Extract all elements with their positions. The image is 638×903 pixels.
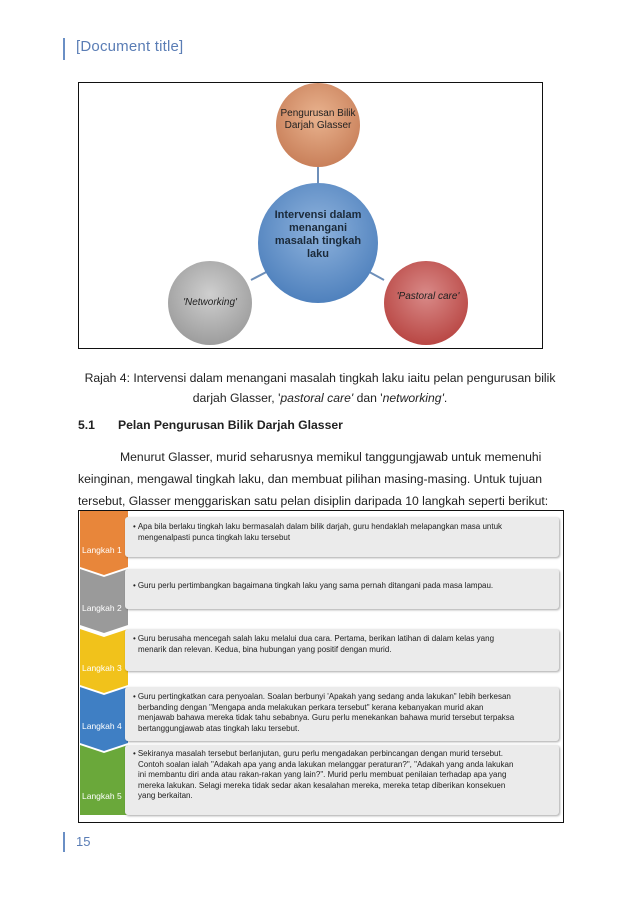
- step-panel: [125, 745, 559, 815]
- center-circle-label: Intervensi dalam menangani masalah tingkah laku: [274, 209, 362, 260]
- right-circle: [384, 261, 468, 345]
- section-title: Pelan Pengurusan Bilik Darjah Glasser: [118, 418, 343, 432]
- step-chevron-shape: [80, 569, 128, 633]
- step-description: [133, 634, 555, 655]
- step-text: yang berkaitan.: [138, 791, 193, 800]
- footer-accent-bar: [63, 832, 65, 852]
- bullet-icon: •: [133, 581, 136, 590]
- step-chevron-shape: [80, 745, 128, 815]
- step-text: Guru pertingkatkan cara penyoalan. Soalan berbunyi 'Apakah yang sedang anda lakukan" lebih berkesan: [137, 692, 511, 701]
- step-text-line: [133, 713, 555, 724]
- step-text-line: [133, 770, 555, 781]
- figure-caption: [78, 368, 562, 408]
- step-text: Sekiranya masalah tersebut berlanjutan, guru perlu mengadakan perbincangan dengan murid tersebut.: [137, 749, 503, 758]
- step-text: ini membantu diri anda atau rakan-rakan yang lain?". Murid perlu membuat penilaian terhadap apa yang: [138, 770, 507, 779]
- document-title: [Document title]: [76, 38, 184, 55]
- step-text: berbanding dengan "Mengapa anda melakukan perkara tersebut" kerana kebanyakan murid akan: [138, 702, 484, 712]
- left-circle-label: 'Networking': [183, 297, 237, 308]
- step-text-line: [133, 760, 555, 771]
- step-text-line: [133, 703, 555, 714]
- step-label: Langkah 2: [82, 603, 122, 613]
- right-circle-label: 'Pastoral care': [396, 291, 460, 302]
- body-paragraph: [78, 446, 562, 512]
- step-text-line: [133, 781, 555, 792]
- step-text: mereka lakukan. Selagi mereka tidak sedar akan kesalahan mereka, mereka tetap diberikan konsekuen: [138, 780, 506, 790]
- top-circle-label: Pengurusan Bilik Darjah Glasser: [280, 108, 356, 131]
- step-text: bertanggungjawab atas tingkah laku tersebut.: [138, 723, 300, 733]
- step-text-line: [133, 634, 555, 645]
- step-text-line: [133, 791, 555, 802]
- step-text-line: [133, 749, 555, 760]
- step-text-line: [133, 581, 555, 592]
- step-panel: [125, 569, 559, 609]
- page-number: 15: [76, 834, 91, 849]
- bullet-icon: •: [133, 522, 136, 531]
- paragraph-line-2: keinginan, mengawal tingkah laku, dan membuat pilihan masing-masing. Untuk tujuan: [78, 472, 543, 486]
- step-label: Langkah 3: [82, 663, 122, 673]
- step-text: Guru perlu pertimbangkan bagaimana tingkah laku yang sama pernah ditangani pada masa lampau.: [137, 581, 494, 590]
- step-text: Contoh soalan ialah "Adakah apa yang anda lakukan melanggar peraturan?", "Adakah yang anda lakukan: [138, 759, 514, 769]
- section-number: 5.1: [78, 418, 95, 432]
- step-text: menjawab bahawa mereka tidak tahu sebabnya. Guru perlu menekankan bahawa murid tersebut terpaksa: [138, 713, 515, 722]
- diagram-figure: [78, 82, 543, 349]
- step-text-line: [133, 692, 555, 703]
- step-text-line: [133, 645, 555, 656]
- step-text: mengenalpasti punca tingkah laku tersebut: [138, 532, 291, 542]
- step-text: menarik dan relevan. Kedua, bina hubungan yang positif dengan murid.: [138, 644, 392, 654]
- step-label: Langkah 5: [82, 791, 122, 801]
- paragraph-line-3: tersebut, Glasser menggariskan satu pelan disiplin daripada 10 langkah seperti berikut:: [78, 494, 549, 508]
- step-text: Apa bila berlaku tingkah laku bermasalah dalam bilik darjah, guru hendaklah melapangkan masa untuk: [137, 522, 503, 531]
- step-label: Langkah 4: [82, 721, 122, 731]
- bullet-icon: •: [133, 692, 136, 701]
- step-panel: [125, 629, 559, 671]
- caption-line-2: darjah Glasser, 'pastoral care' dan 'networking'.: [192, 391, 448, 405]
- step-chevron: [80, 745, 128, 815]
- step-description: [133, 749, 555, 802]
- steps-diagram: [78, 510, 564, 823]
- step-label: Langkah 1: [82, 545, 122, 555]
- step-text: Guru berusaha mencegah salah laku melalui dua cara. Pertama, berikan latihan di dalam kelas yang: [137, 634, 495, 643]
- caption-line-1: Rajah 4: Intervensi dalam menangani masalah tingkah laku iaitu pelan pengurusan bilik: [84, 371, 556, 385]
- step-chevron-shape: [80, 629, 128, 693]
- step-description: [133, 692, 555, 734]
- bullet-icon: •: [133, 634, 136, 643]
- paragraph-line-1: Menurut Glasser, murid seharusnya memikul tanggungjawab untuk memenuhi: [120, 450, 542, 464]
- step-panel: [125, 687, 559, 741]
- header-accent-bar: [63, 38, 65, 60]
- step-description: [133, 581, 555, 592]
- step-text-line: [133, 724, 555, 735]
- bullet-icon: •: [133, 749, 136, 758]
- step-chevron-shape: [80, 687, 128, 751]
